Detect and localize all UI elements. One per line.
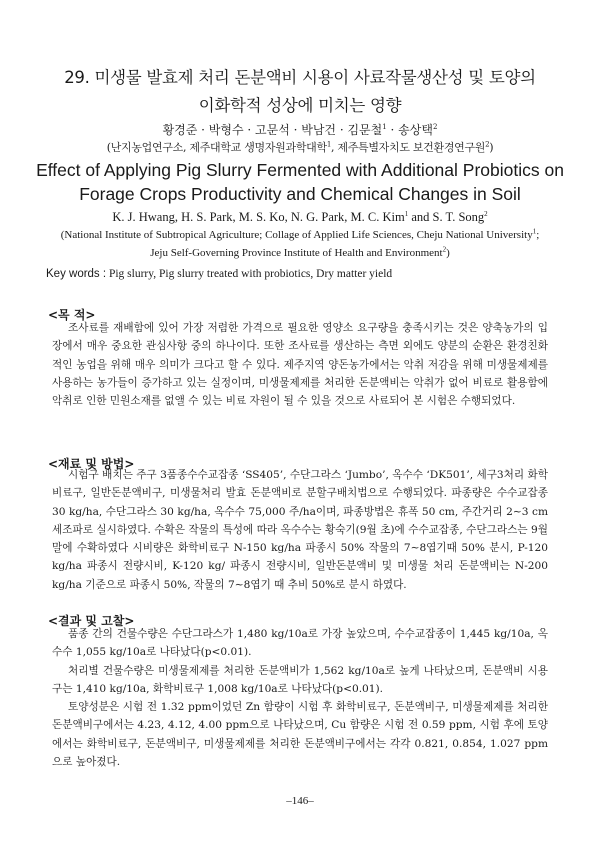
authors-korean-tail: · 송상택 <box>386 123 433 137</box>
title-english-line-2: Forage Crops Productivity and Chemical Changes in Soil <box>79 184 521 204</box>
authors-korean <box>40 121 560 138</box>
affiliation-korean-sup-1: 1 <box>326 140 331 149</box>
affiliation-english-line-2 <box>20 247 580 259</box>
affiliation-korean-text-1: (난지농업연구소, 제주대학교 생명자원과학대학 <box>106 141 327 154</box>
affiliation-korean <box>40 139 560 155</box>
section-body-purpose <box>52 319 548 410</box>
section-heading-results: <결과 및 고찰> <box>48 614 135 628</box>
authors-korean-sup-2: 2 <box>432 123 438 131</box>
paragraph: 시험구 배치는 주구 3품종수수교잡종 ‘SS405’, 수단그라스 ‘Jumbo’, 옥수수 ‘DK501’, 세구3처리 화학비료구, 일반돈분액비구, 미생물처리 발효 돈분액비로 분할구배치법으로 수행되었다. 파종량은 수수교잡종 30 kg/ha, 수단그라스 30 kg/ha, 옥수수 75,000 주/ha이며, 파종방법은 휴폭 50 cm, 주간거리 2∼3 cm 세조파로 실시하였다. 수확은 작물의 특성에 따라 옥수수는 황숙기(9월 초)에 수수교잡종, 수단그라스는 9월 말에 수확하였다 시비량은 화학비료구 N-150 kg/ha 파종시 50% 작물의 7∼8엽기때 50% 분시, P-120 kg/ha 파종시 전량시비, K-120 kg/ 파종시 전량시비, 일반돈분액비 및 미생물 처리 돈분액비는 N-200 kg/ha 기준으로 파종시 50%, 작물의 7∼8엽기 때 추비 50%로 분시 하였다. <box>52 469 548 591</box>
affiliation-english-line-1-text: (National Institute of Subtropical Agriculture; Collage of Applied Life Sciences, Cheju National University <box>60 229 533 241</box>
affiliation-korean-close: ) <box>489 141 494 154</box>
paragraph: 품종 간의 건물수량은 수단그라스가 1,480 kg/10a로 가장 높았으며, 수수교잡종이 1,445 kg/10a, 옥수수 1,055 kg/10a로 나타났다(p<0.01). <box>52 628 548 659</box>
affiliation-english-line-1-end: ; <box>536 229 540 241</box>
affiliation-english-line-2-text: Jeju Self-Governing Province Institute of Health and Environment <box>150 247 443 259</box>
keywords <box>46 268 566 280</box>
title-korean-line-2: 이화학적 성상에 미치는 영향 <box>198 96 402 115</box>
section-body-results <box>52 625 548 771</box>
section-heading-purpose: <목 적> <box>48 308 96 322</box>
page-number: –146– <box>286 795 314 807</box>
authors-english-tail: and S. T. Song <box>408 210 485 224</box>
authors-english-sup-2: 2 <box>484 209 488 218</box>
affiliation-korean-sup-2: 2 <box>485 140 490 149</box>
authors-english <box>30 210 570 225</box>
paragraph: 조사료를 재배함에 있어 가장 저렴한 가격으로 필요한 영양소 요구량을 충족시키는 것은 양축농가의 입장에서 매우 중요한 관심사항 중의 하나이다. 또한 조사료를 생산하는 측면 외에도 양분의 순환은 환경친화적인 농업을 위해 매우 의미가 크다고 할 수 있다. 제주지역 양돈농가에서는 악취 저감을 위해 미생물제제를 사용하는 농가들이 증가하고 있는 실정이며, 미생물제제를 처리한 돈분액비는 악취가 없어 비료로 활용함에 악취로 인한 민원소재를 없앨 수 있는 비료 자원이 될 수 있을 것으로 사료되어 본 시험은 수행되었다. <box>52 322 548 408</box>
authors-english-sup-1: 1 <box>404 209 409 218</box>
affiliation-korean-text-2: , 제주특별자치도 보건환경연구원 <box>330 141 486 154</box>
authors-korean-names: 황경준 · 박형수 · 고문석 · 박남건 · 김문철 <box>162 123 383 137</box>
section-heading-methods: <재료 및 방법> <box>48 457 135 471</box>
paragraph: 처리별 건물수량은 미생물제제를 처리한 돈분액비가 1,562 kg/10a로 높게 나타났으며, 돈분액비 시용구는 1,410 kg/10a, 화학비료구 1,008 kg/10a로 나타났다(p<0.01). <box>52 664 548 695</box>
authors-korean-sup-1: 1 <box>382 123 387 131</box>
keywords-text: Pig slurry, Pig slurry treated with probiotics, Dry matter yield <box>106 268 393 280</box>
affiliation-english-line-1 <box>20 229 580 241</box>
affiliation-english-sup-2: 2 <box>442 245 447 254</box>
paragraph: 토양성분은 시험 전 1.32 ppm이었던 Zn 함량이 시험 후 화학비료구, 돈분액비구, 미생물제제를 처리한 돈분액비구에서는 4.23, 4.12, 4.00 ppm으로 나타났으며, Cu 함량은 시험 전 0.59 ppm, 시험 후에 토양에서는 화학비료구, 돈분액비구, 미생물제제를 처리한 돈분액비구에서는 각각 0.821, 0.854, 1.027 ppm으로 높아졌다. <box>52 701 548 769</box>
affiliation-english-line-2-end: ) <box>446 247 450 259</box>
title-korean-line-1: 29. 미생물 발효제 처리 돈분액비 시용이 사료작물생산성 및 토양의 <box>64 68 536 87</box>
title-english-line-1: Effect of Applying Pig Slurry Fermented with Additional Probiotics on <box>36 160 564 180</box>
keywords-label: Key words : <box>46 268 107 280</box>
affiliation-english-sup-1: 1 <box>532 227 537 236</box>
authors-english-names: K. J. Hwang, H. S. Park, M. S. Ko, N. G. Park, M. C. Kim <box>112 210 405 224</box>
section-body-methods <box>52 466 548 594</box>
